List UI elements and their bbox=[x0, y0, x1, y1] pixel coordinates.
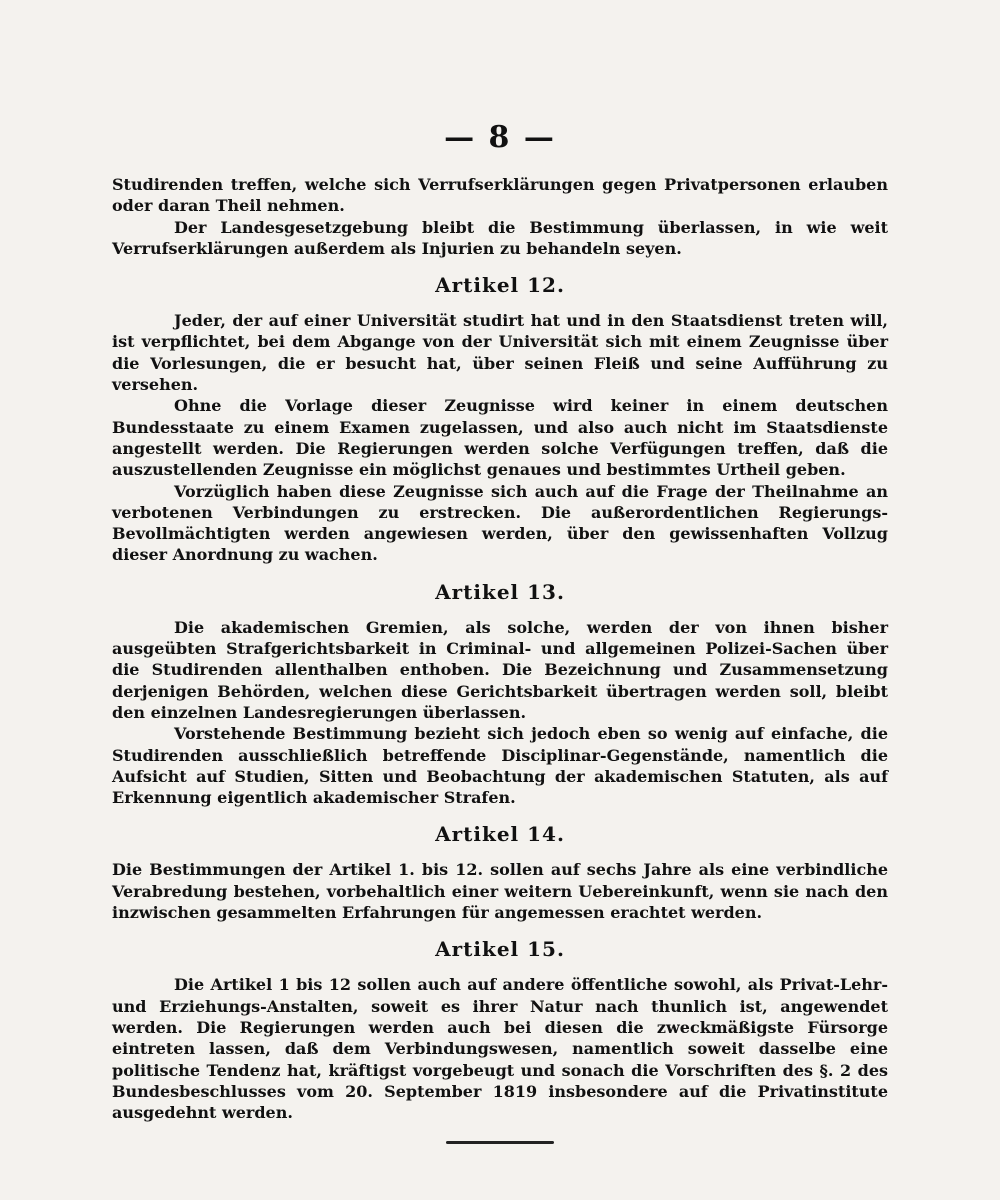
article-14-paragraph-1: Die Bestimmungen der Artikel 1. bis 12. sollen auf sechs Jahre als eine verbindliche Verabredung bestehen, vorbehaltlich einer weitern Uebereinkunft, wenn sie nach den inzwischen gesammelten Erfahrungen für angemessen erachtet werden. bbox=[112, 860, 888, 923]
article-12-heading: Artikel 12. bbox=[435, 273, 565, 298]
article-12-paragraph-1: Jeder, der auf einer Universität studirt hat und in den Staatsdienst treten will, ist verpflichtet, bei dem Abgange von der Universität sich mit einem Zeugnisse über die Vorlesungen, die er besucht hat, über seinen Fleiß und seine Aufführung zu versehen. bbox=[112, 311, 888, 395]
article-15-paragraph-1: Die Artikel 1 bis 12 sollen auch auf andere öffentliche sowohl, als Privat-Lehr- und Erziehungs-Anstalten, soweit es ihrer Natur nach thunlich ist, angewendet werden. Die Regierungen werden auch bei diesen die zweckmäßigste Fürsorge eintreten lassen, daß dem Verbindungswesen, namentlich soweit dasselbe eine politische Tendenz hat, kräftigst vorgebeugt und sonach die Vorschriften des §. 2 des Bundesbeschlusses vom 20. September 1819 insbesondere auf die Privatinstitute ausgedehnt werden. bbox=[112, 975, 888, 1123]
article-13-heading: Artikel 13. bbox=[435, 579, 565, 604]
article-15-heading: Artikel 15. bbox=[435, 937, 565, 962]
article-12-paragraph-3: Vorzüglich haben diese Zeugnisse sich auch auf die Frage der Theilnahme an verbotenen Verbindungen zu erstrecken. Die außerordentlichen Regierungs-Bevollmächtigten werden angewiesen werden, über den gewissenhaften Vollzug dieser Anordnung zu wachen. bbox=[112, 481, 888, 565]
closing-rule bbox=[446, 1141, 554, 1144]
article-14-heading: Artikel 14. bbox=[435, 822, 565, 847]
paragraph-continuation: Studirenden treffen, welche sich Verrufserklärungen gegen Privatpersonen erlauben oder daran Theil nehmen. bbox=[112, 175, 888, 216]
article-13-paragraph-2: Vorstehende Bestimmung bezieht sich jedoch eben so wenig auf einfache, die Studirenden ausschließlich betreffende Disciplinar-Gegenstände, namentlich die Aufsicht auf Studien, Sitten und Beobachtung der akademischen Statuten, als auf Erkennung eigentlich akademischer Strafen. bbox=[112, 724, 888, 808]
page-number: — 8 — bbox=[444, 120, 556, 155]
article-13-paragraph-1: Die akademischen Gremien, als solche, werden der von ihnen bisher ausgeübten Strafgerichtsbarkeit in Criminal- und allgemeinen Polizei-Sachen über die Studirenden allenthalben enthoben. Die Bezeichnung und Zusammensetzung derjenigen Behörden, welchen diese Gerichtsbarkeit übertragen werden soll, bleibt den einzelnen Landesregierungen überlassen. bbox=[112, 617, 888, 722]
article-12-paragraph-2: Ohne die Vorlage dieser Zeugnisse wird keiner in einem deutschen Bundesstaate zu einem Examen zugelassen, und also auch nicht im Staatsdienste angestellt werden. Die Regierungen werden solche Verfügungen treffen, daß die auszustellenden Zeugnisse ein möglichst genaues und bestimmtes Urtheil geben. bbox=[112, 396, 888, 480]
paragraph-landesgesetzgebung: Der Landesgesetzgebung bleibt die Bestimmung überlassen, in wie weit Verrufserklärungen außerdem als Injurien zu behandeln seyen. bbox=[112, 217, 888, 258]
